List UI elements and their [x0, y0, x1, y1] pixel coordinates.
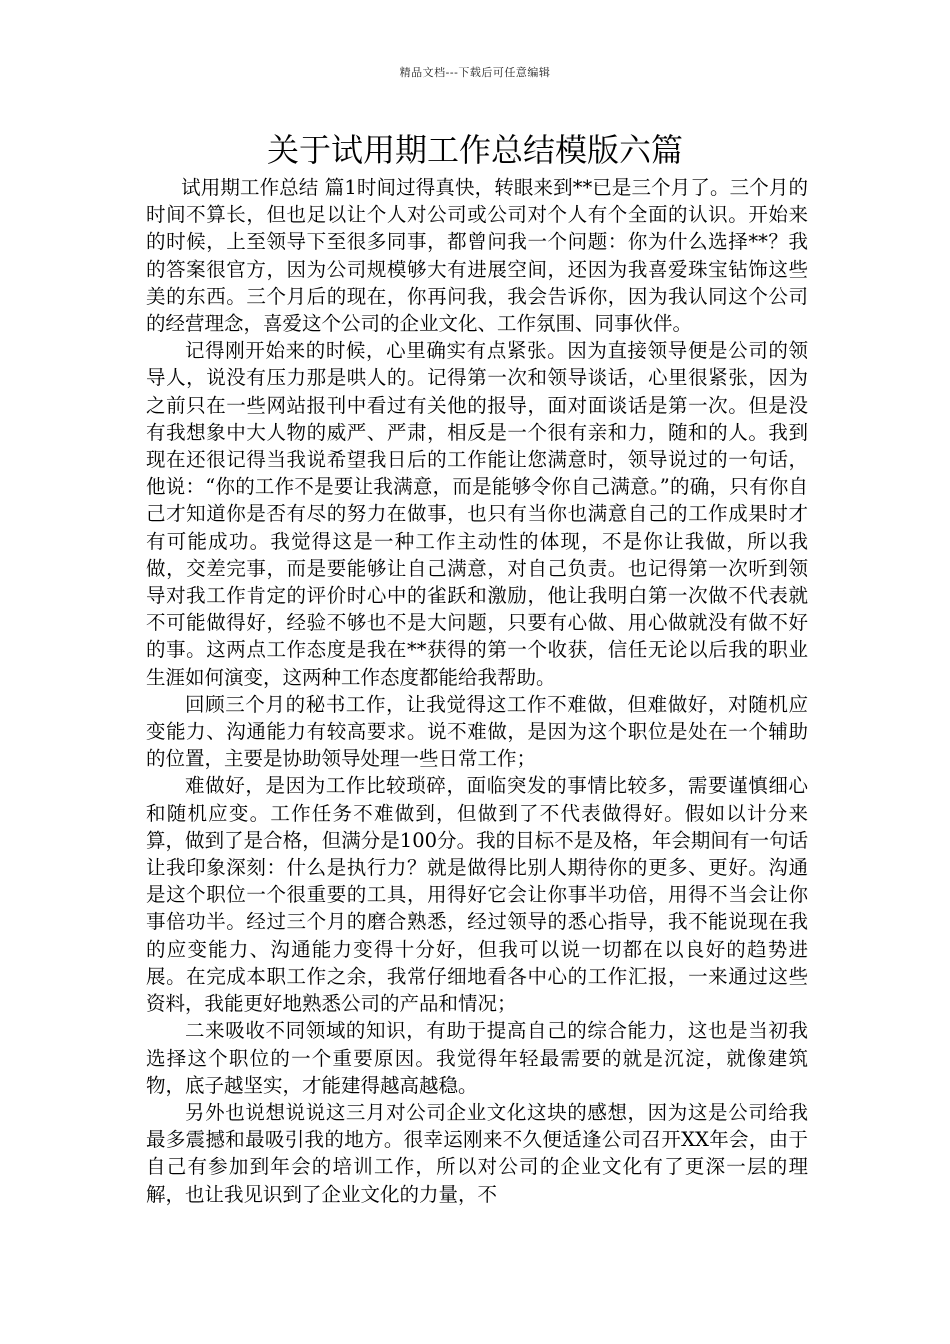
header-note: 精品文档---下载后可任意编辑	[399, 66, 551, 79]
document-title: 关于试用期工作总结模版六篇	[266, 131, 683, 169]
paragraph-1: 试用期工作总结 篇1时间过得真快，转眼来到**已是三个月了。三个月的时间不算长，但也足以让个人对公司或公司对个人有个全面的认识。开始来的时候，上至领导下至很多同事，都曾问我一个问题：你为什么选择**？我的答案很官方，因为公司规模够大有进展空间，还因为我喜爱珠宝钻饰这些美的东西。三个月后的现在，你再问我，我会告诉你，因为我认同这个公司的经营理念，喜爱这个公司的企业文化、工作氛围、同事伙伴。	[146, 176, 808, 336]
document-body	[146, 174, 808, 1208]
paragraph-3: 回顾三个月的秘书工作，让我觉得这工作不难做，但难做好，对随机应变能力、沟通能力有较高要求。说不难做，是因为这个职位是处在一个辅助的位置，主要是协助领导处理一些日常工作；	[146, 692, 808, 771]
paragraph-5: 二来吸收不同领域的知识，有助于提高自己的综合能力，这也是当初我选择这个职位的一个重要原因。我觉得年轻最需要的就是沉淀，就像建筑物，底子越坚实，才能建得越高越稳。	[146, 1019, 808, 1097]
paragraph-2: 记得刚开始来的时候，心里确实有点紧张。因为直接领导便是公司的领导人，说没有压力那是哄人的。记得第一次和领导谈话，心里很紧张，因为之前只在一些网站报刊中看过有关他的报导，面对面谈话是第一次。但是没有我想象中大人物的威严、严肃，相反是一个很有亲和力，随和的人。我到现在还很记得当我说希望我日后的工作能让您满意时，领导说过的一句话，他说：“你的工作不是要让我满意，而是能够令你自己满意。”的确，只有你自己才知道你是否有尽的努力在做事，也只有当你也满意自己的工作成果时才有可能成功。我觉得这是一种工作主动性的体现，不是你让我做，所以我做，交差完事，而是要能够让自己满意，对自己负责。也记得第一次听到领导对我工作肯定的评价时心中的雀跃和激励，他让我明白第一次做不代表就不可能做得好，经验不够也不是大问题，只要有心做、用心做就没有做不好的事。这两点工作态度是我在**获得的第一个收获，信任无论以后我的职业生涯如何演变，这两种工作态度都能给我帮助。	[146, 339, 808, 689]
paragraph-6: 另外也说想说说这三月对公司企业文化这块的感想，因为这是公司给我最多震撼和最吸引我的地方。很幸运刚来不久便适逢公司召开XX年会，由于自己有参加到年会的培训工作，所以对公司的企业文化有了更深一层的理解，也让我见识到了企业文化的力量，不	[146, 1100, 808, 1206]
paragraph-4: 难做好，是因为工作比较琐碎，面临突发的事情比较多，需要谨慎细心和随机应变。工作任务不难做到，但做到了不代表做得好。假如以计分来算，做到了是合格，但满分是100分。我的目标不是及格，年会期间有一句话让我印象深刻：什么是执行力？就是做得比别人期待你的更多、更好。沟通是这个职位一个很重要的工具，用得好它会让你事半功倍，用得不当会让你事倍功半。经过三个月的磨合熟悉，经过领导的悉心指导，我不能说现在我的应变能力、沟通能力变得十分好，但我可以说一切都在以良好的趋势进展。在完成本职工作之余，我常仔细地看各中心的工作汇报，一来通过这些资料，我能更好地熟悉公司的产品和情况；	[146, 774, 808, 1016]
